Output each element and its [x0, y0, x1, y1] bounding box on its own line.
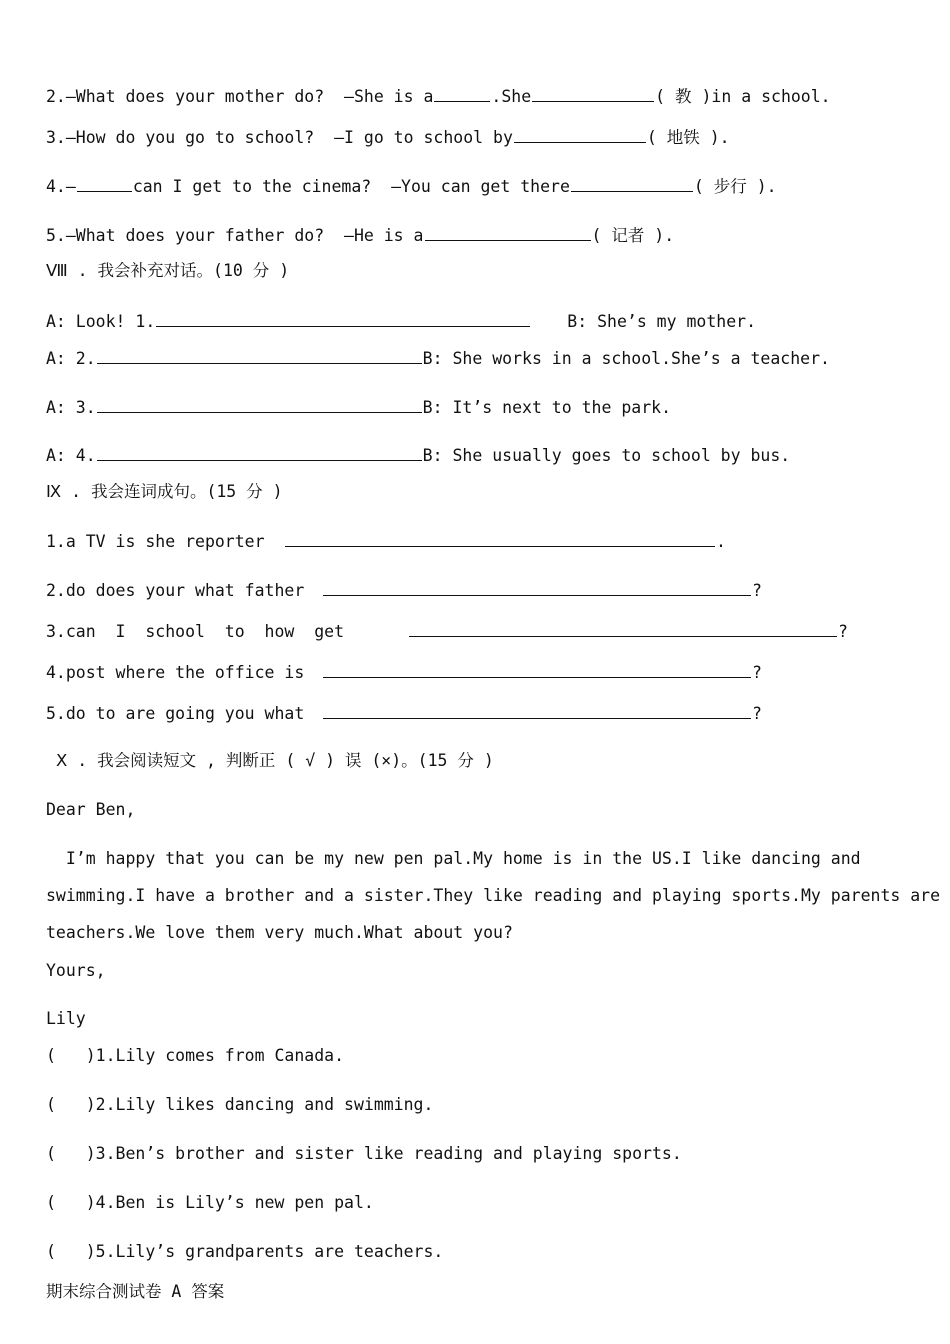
answer-blank[interactable] — [434, 86, 490, 102]
question-5: 5.—What does your father do? —He is a ( 记者 ). — [46, 226, 675, 245]
section-10-heading: Ⅹ . 我会阅读短文 , 判断正 ( √ ) 误 (×)。(15 分 ) — [56, 751, 494, 770]
judgment-item-3[interactable]: ( )3.Ben’s brother and sister like reading and playing sports. — [46, 1144, 682, 1163]
answer-blank[interactable] — [532, 86, 654, 102]
answer-key-title: 期末综合测试卷 A 答案 — [46, 1282, 225, 1301]
sentence-item-4: 4.post where the office is ? — [46, 663, 762, 682]
section-8-heading: Ⅷ . 我会补充对话。(10 分 ) — [46, 261, 290, 280]
answer-blank[interactable] — [514, 127, 646, 143]
answer-blank[interactable] — [425, 225, 591, 241]
judgment-item-4[interactable]: ( )4.Ben is Lily’s new pen pal. — [46, 1193, 374, 1212]
judgment-item-2[interactable]: ( )2.Lily likes dancing and swimming. — [46, 1095, 434, 1114]
question-3: 3.—How do you go to school? —I go to school by ( 地铁 ). — [46, 128, 730, 147]
question-4: 4.— can I get to the cinema? —You can get there ( 步行 ). — [46, 177, 777, 196]
letter-greeting: Dear Ben, — [46, 800, 136, 819]
answer-blank[interactable] — [77, 176, 132, 192]
sentence-blank[interactable] — [323, 662, 751, 678]
dialogue-blank[interactable] — [97, 348, 422, 364]
letter-paragraph-line-2: swimming.I have a brother and a sister.They like reading and playing sports.My parents are — [46, 886, 941, 905]
judgment-item-1[interactable]: ( )1.Lily comes from Canada. — [46, 1046, 345, 1065]
dialogue-row-1: A: Look! 1. B: She’s my mother. — [46, 312, 757, 331]
judgment-item-5[interactable]: ( )5.Lily’s grandparents are teachers. — [46, 1242, 444, 1261]
letter-signature: Lily — [46, 1009, 86, 1028]
dialogue-blank[interactable] — [97, 397, 422, 413]
sentence-blank[interactable] — [285, 531, 715, 547]
sentence-item-2: 2.do does your what father ? — [46, 581, 762, 600]
letter-paragraph-line-3: teachers.We love them very much.What about you? — [46, 923, 513, 942]
dialogue-row-2: A: 2. B: She works in a school.She’s a teacher. — [46, 349, 830, 368]
dialogue-blank[interactable] — [97, 445, 422, 461]
dialogue-row-4: A: 4. B: She usually goes to school by bus. — [46, 446, 791, 465]
dialogue-blank[interactable] — [156, 311, 530, 327]
section-9-heading: Ⅸ . 我会连词成句。(15 分 ) — [46, 482, 283, 501]
sentence-blank[interactable] — [323, 580, 751, 596]
sentence-blank[interactable] — [409, 621, 837, 637]
sentence-item-1: 1.a TV is she reporter . — [46, 532, 726, 551]
letter-closing: Yours, — [46, 961, 106, 980]
sentence-item-5: 5.do to are going you what ? — [46, 704, 762, 723]
sentence-item-3: 3.can I school to how get ? — [46, 622, 848, 641]
letter-paragraph-line-1: I’m happy that you can be my new pen pal.My home is in the US.I like dancing and — [46, 849, 861, 868]
answer-blank[interactable] — [571, 176, 693, 192]
question-2: 2.—What does your mother do? —She is a .She ( 教 )in a school. — [46, 87, 831, 106]
dialogue-row-3: A: 3. B: It’s next to the park. — [46, 398, 672, 417]
sentence-blank[interactable] — [323, 703, 751, 719]
